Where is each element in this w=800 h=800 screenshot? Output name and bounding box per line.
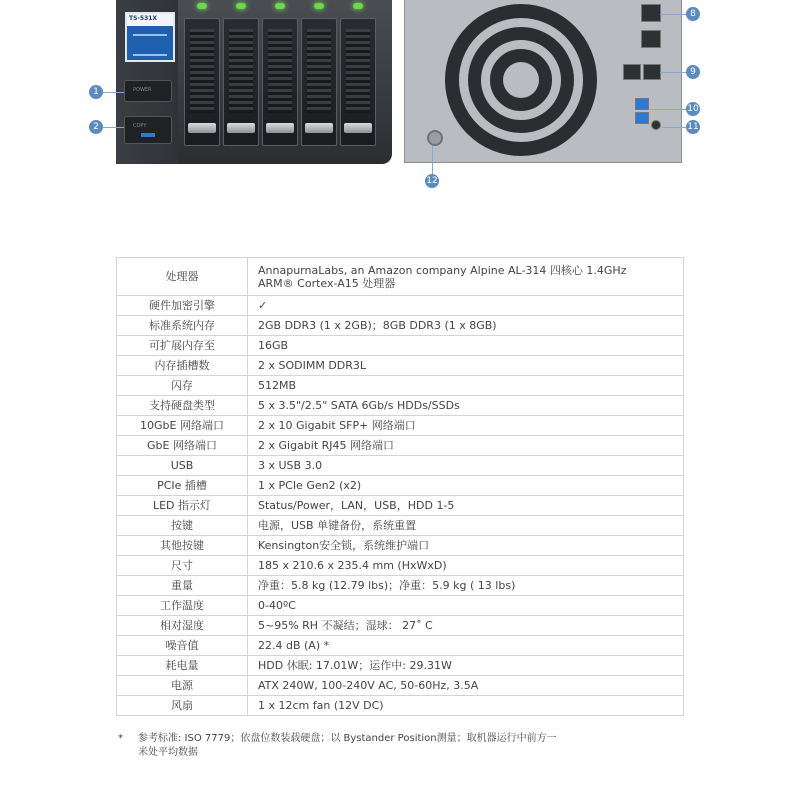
table-row (117, 356, 684, 376)
spec-value: Kensington安全锁，系统维护端口 (248, 536, 684, 556)
spec-key: 支持硬盘类型 (117, 396, 248, 416)
spec-key: 耗电量 (117, 656, 248, 676)
callout-10: 10 (687, 104, 699, 114)
rj45-port-1 (623, 64, 641, 80)
model-label (125, 12, 175, 62)
spec-value-line-2: ARM® Cortex-A15 处理器 (258, 276, 396, 290)
spec-value: 1 x 12cm fan (12V DC) (248, 696, 684, 716)
spec-value: ATX 240W, 100-240V AC, 50-60Hz, 3.5A (248, 676, 684, 696)
spec-value: 2 x SODIMM DDR3L (248, 356, 684, 376)
table-row (117, 616, 684, 636)
bay-led (236, 3, 246, 9)
spec-key: USB (117, 456, 248, 476)
table-row (117, 676, 684, 696)
drive-bay-2 (223, 18, 259, 146)
footnote-marker: * (118, 733, 123, 744)
spec-value-line-1: AnnapurnaLabs, an Amazon company Alpine AL-314 四核心 1.4GHz (258, 263, 627, 277)
footnote-line-1: 参考标准: ISO 7779；依盘位数装载硬盘；以 Bystander Position测量；取机器运行中前方一 (138, 733, 557, 744)
spec-key: 可扩展内存至 (117, 336, 248, 356)
spec-key: 风扇 (117, 696, 248, 716)
spec-value: 512MB (248, 376, 684, 396)
spec-value: 5~95% RH 不凝结；湿球： 27˚ C (248, 616, 684, 636)
spec-key: 内存插槽数 (117, 356, 248, 376)
footnote-line-2: 米处平均数据 (138, 747, 198, 758)
table-row (117, 636, 684, 656)
table-row (117, 656, 684, 676)
drive-bay-5 (340, 18, 376, 146)
rear-usb-port-2 (635, 112, 649, 124)
spec-value: ✓ (248, 296, 684, 316)
fan-hub (503, 62, 539, 98)
spec-key: 尺寸 (117, 556, 248, 576)
table-row (117, 456, 684, 476)
spec-value: Status/Power，LAN，USB，HDD 1-5 (248, 496, 684, 516)
spec-value: HDD 休眠: 17.01W；运作中: 29.31W (248, 656, 684, 676)
table-row (117, 596, 684, 616)
table-row (117, 696, 684, 716)
spec-key: 其他按键 (117, 536, 248, 556)
copy-button-usb-port (124, 116, 172, 144)
sfp-port-1 (641, 4, 661, 22)
spec-value: 2 x 10 Gigabit SFP+ 网络端口 (248, 416, 684, 436)
rear-usb-port-1 (635, 98, 649, 110)
table-row (117, 516, 684, 536)
table-row (117, 576, 684, 596)
spec-value (248, 258, 684, 296)
nas-rear-view (404, 0, 682, 163)
table-row (117, 376, 684, 396)
spec-value: 5 x 3.5"/2.5" SATA 6Gb/s HDDs/SSDs (248, 396, 684, 416)
drive-bay-1 (184, 18, 220, 146)
spec-value: 185 x 210.6 x 235.4 mm (HxWxD) (248, 556, 684, 576)
power-button (124, 80, 172, 102)
spec-key: 噪音值 (117, 636, 248, 656)
spec-value: 2 x Gigabit RJ45 网络端口 (248, 436, 684, 456)
footnote (118, 732, 638, 760)
spec-key: 电源 (117, 676, 248, 696)
spec-key: 按键 (117, 516, 248, 536)
nas-front-view (116, 0, 392, 164)
spec-key: PCIe 插槽 (117, 476, 248, 496)
spec-value: 净重：5.8 kg (12.79 lbs)；净重：5.9 kg ( 13 lbs) (248, 576, 684, 596)
spec-value: 16GB (248, 336, 684, 356)
spec-value: 2GB DDR3 (1 x 2GB)；8GB DDR3 (1 x 8GB) (248, 316, 684, 336)
table-row (117, 316, 684, 336)
bay-led (353, 3, 363, 9)
front-usb-port (141, 133, 155, 137)
table-row (117, 296, 684, 316)
table-row (117, 258, 684, 296)
table-row (117, 476, 684, 496)
rear-fan (445, 4, 597, 156)
spec-key: 标准系统内存 (117, 316, 248, 336)
maintenance-port (651, 120, 661, 130)
spec-table (116, 257, 684, 716)
spec-key: 10GbE 网络端口 (117, 416, 248, 436)
copy-button-label: COPY (133, 123, 147, 129)
bay-led (275, 3, 285, 9)
sfp-port-2 (641, 30, 661, 48)
power-button-label: POWER (133, 87, 152, 93)
spec-value: 0-40ºC (248, 596, 684, 616)
spec-value: 电源，USB 单键备份，系统重置 (248, 516, 684, 536)
model-label-text: TS-531X (129, 15, 158, 22)
table-row (117, 336, 684, 356)
drive-bay-3 (262, 18, 298, 146)
spec-key: LED 指示灯 (117, 496, 248, 516)
spec-key: 相对湿度 (117, 616, 248, 636)
spec-key: GbE 网络端口 (117, 436, 248, 456)
callout-12: 12 (426, 176, 438, 186)
bay-led (314, 3, 324, 9)
spec-key: 重量 (117, 576, 248, 596)
callout-2: 2 (89, 120, 103, 134)
spec-value: 1 x PCIe Gen2 (x2) (248, 476, 684, 496)
spec-value: 22.4 dB (A) * (248, 636, 684, 656)
table-row (117, 536, 684, 556)
drive-bay-4 (301, 18, 337, 146)
table-row (117, 556, 684, 576)
spec-value: 3 x USB 3.0 (248, 456, 684, 476)
table-row (117, 496, 684, 516)
table-row (117, 396, 684, 416)
callout-1: 1 (89, 85, 103, 99)
spec-key: 硬件加密引擎 (117, 296, 248, 316)
bay-led (197, 3, 207, 9)
callout-11: 11 (687, 122, 699, 132)
table-row (117, 436, 684, 456)
spec-key: 工作温度 (117, 596, 248, 616)
rj45-port-2 (643, 64, 661, 80)
front-control-panel (116, 0, 178, 164)
callout-8: 8 (686, 7, 700, 21)
kensington-slot (427, 130, 443, 146)
spec-key: 处理器 (117, 258, 248, 296)
callout-9: 9 (686, 65, 700, 79)
spec-key: 闪存 (117, 376, 248, 396)
table-row (117, 416, 684, 436)
